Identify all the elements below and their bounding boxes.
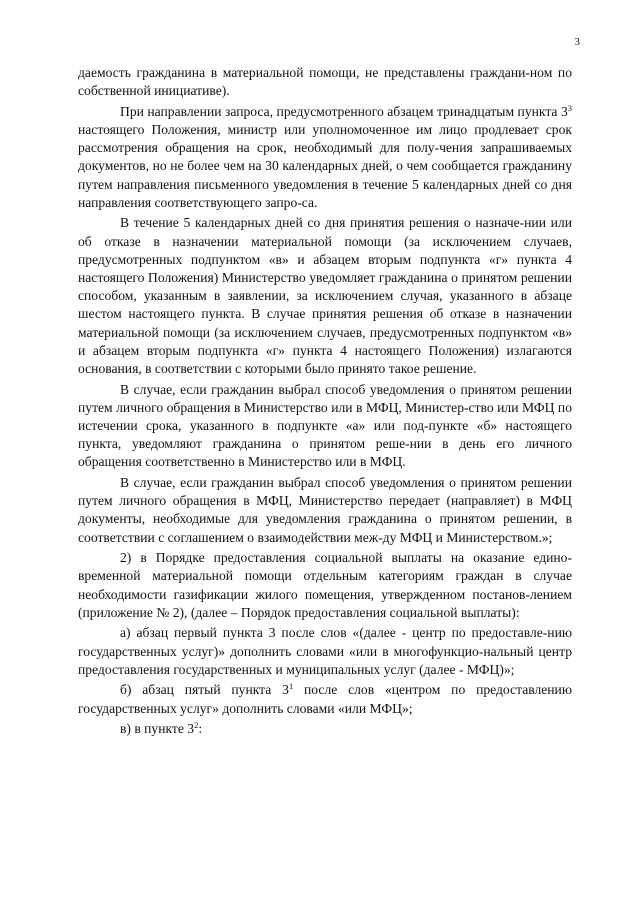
- paragraph: [78, 624, 572, 679]
- superscript: 1: [288, 681, 294, 692]
- paragraph: [78, 720, 572, 738]
- text-run: 2) в Порядке предоставления социальной выплаты на оказание едино-временной материальной помощи отдельным категориям граждан в случае необходимости газификации жилого помещения, утвержденном постанов-лением (приложение № 2), (далее – Порядок предоставления социальной выплаты):: [78, 550, 572, 620]
- paragraph: [78, 381, 572, 472]
- paragraph: [78, 64, 572, 100]
- paragraph: [78, 214, 572, 378]
- paragraph: [78, 474, 572, 547]
- paragraph: [78, 681, 572, 717]
- superscript: 2: [194, 720, 199, 731]
- text-run: В течение 5 календарных дней со дня принятия решения о назначе-нии или об отказе в назначении материальной помощи (за исключением случаев, предусмотренных подпунктом «в» и абзацем вторым подпункта «г» пункта 4 настоящего Положения) Министерство уведомляет гражданина о принятом решении способом, указанным в заявлении, за исключением случая, указанного в абзаце шестом настоящего пункта. В случае принятия решения об отказе в назначении материальной помощи (за исключением случаев, предусмотренных подпунктом «в» и абзацем вторым подпункта «г» пункта 4 настоящего Положения) излагаются основания, в соответствии с которыми было принято такое решение.: [78, 215, 572, 377]
- text-run: настоящего Положения, министр или уполномоченное им лицо продлевает срок рассмотрения обращения на срок, необходимый для полу-чения запрашиваемых документов, но не более чем на 30 календарных дней, о чем сообщается гражданину путем направления письменного уведомления в течение 5 календарных дней со дня направления соответствующего запро-са.: [78, 122, 572, 210]
- text-run: б) абзац пятый пункта 3: [120, 682, 289, 698]
- paragraph: [78, 549, 572, 622]
- text-run: а) абзац первый пункта 3 после слов «(далее - центр по предоставле-нию государственных услуг)» дополнить словами «или в многофункцио-нальный центр предоставления государственных и муниципальных услуг (далее - МФЦ)»;: [78, 625, 572, 677]
- superscript: 3: [567, 102, 572, 113]
- text-run: :: [198, 721, 203, 737]
- document-body: [78, 64, 572, 741]
- text-run: В случае, если гражданин выбрал способ уведомления о принятом решении путем личного обращения в Министерство или в МФЦ, Министер-ство или МФЦ по истечении срока, указанного в подпункте «а» или под-пункте «б» настоящего пункта, уведомляют гражданина о принятом реше-нии в день его личного обращения соответственно в Министерство или в МФЦ.: [78, 381, 572, 470]
- text-run: после слов «центром по предоставлению государственных услуг» дополнить словами «или МФЦ»;: [78, 682, 572, 716]
- text-run: При направлении запроса, предусмотренного абзацем тринадцатым пункта 3: [120, 103, 568, 119]
- page-number: 3: [574, 36, 580, 48]
- text-run: В случае, если гражданин выбрал способ уведомления о принятом решении путем личного обращения в МФЦ, Министерство передает (направляет) в МФЦ документы, необходимые для уведомления гражданина о принятом решении, в соответствии с соглашением о взаимодействии меж-ду МФЦ и Министерством.»;: [78, 475, 572, 545]
- text-run: в) в пункте 3: [120, 721, 195, 737]
- paragraph: [78, 103, 572, 212]
- text-run: даемость гражданина в материальной помощи, не представлены граждани-ном по собственной инициативе).: [78, 65, 572, 99]
